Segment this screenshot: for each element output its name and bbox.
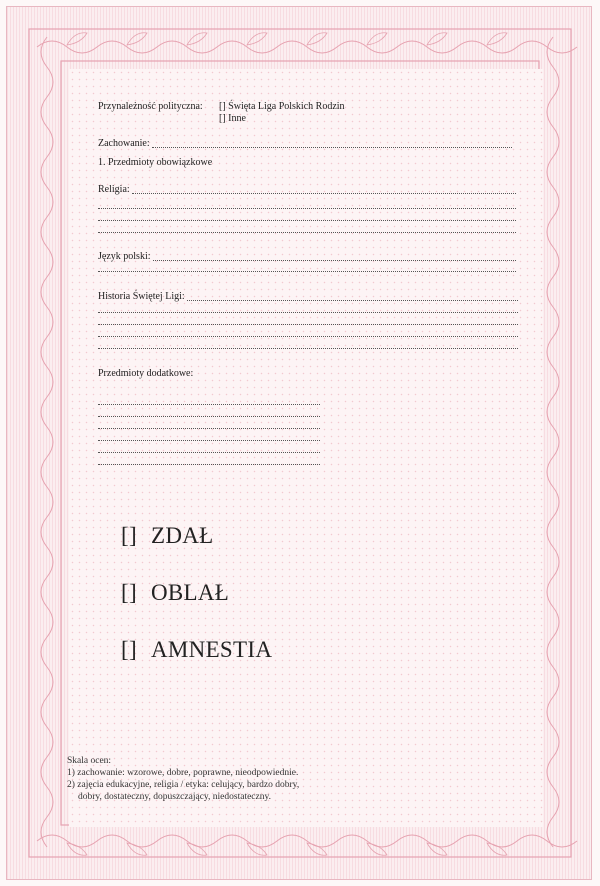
political-option-1[interactable]: [] Święta Liga Polskich Rodzin [219,101,345,112]
vine-right [547,37,559,847]
religion-row [98,184,516,196]
extra-subjects-title: Przedmioty dodatkowe: [98,368,194,379]
religion-field[interactable] [132,193,516,194]
verdict-amnesty[interactable] [121,637,272,663]
polish-field[interactable] [153,260,517,261]
section-mandatory-title: 1. Przedmioty obowiązkowe [98,157,213,168]
religion-line[interactable] [98,208,516,209]
extra-line[interactable] [98,416,320,417]
failed-checkbox[interactable]: [] [121,580,137,605]
religion-line[interactable] [98,220,516,221]
extra-line[interactable] [98,404,320,405]
religion-label: Religia: [98,184,130,195]
extra-line[interactable] [98,452,320,453]
extra-line[interactable] [98,428,320,429]
history-line[interactable] [98,336,518,337]
polish-label: Język polski: [98,251,151,262]
polish-line[interactable] [98,271,516,272]
history-row [98,291,518,303]
amnesty-checkbox[interactable]: [] [121,637,137,662]
extra-line[interactable] [98,440,320,441]
political-option-2[interactable]: [] Inne [219,113,246,124]
conduct-field[interactable] [152,147,512,148]
history-line[interactable] [98,324,518,325]
scale-title: Skala ocen: [67,756,112,766]
political-label: Przynależność polityczna: [98,101,203,112]
religion-line[interactable] [98,232,516,233]
verdict-passed[interactable] [121,523,214,549]
failed-label: OBLAŁ [151,580,230,605]
conduct-row [98,138,512,150]
vine-left [41,37,53,847]
verdict-failed[interactable] [121,580,229,606]
amnesty-label: AMNESTIA [151,637,273,662]
history-label: Historia Świętej Ligi: [98,291,185,302]
scale-line-2: 2) zajęcia edukacyjne, religia / etyka: celujący, bardzo dobry, [67,780,300,790]
conduct-label: Zachowanie: [98,138,150,149]
polish-row [98,251,516,263]
history-line[interactable] [98,348,518,349]
scale-line-3: dobry, dostateczny, dopuszczający, niedostateczny. [78,792,271,802]
history-line[interactable] [98,312,518,313]
passed-label: ZDAŁ [151,523,214,548]
extra-line[interactable] [98,464,320,465]
form-area [69,69,543,827]
passed-checkbox[interactable]: [] [121,523,137,548]
certificate-sheet [6,6,592,880]
history-field[interactable] [187,300,518,301]
scale-line-1: 1) zachowanie: wzorowe, dobre, poprawne, nieodpowiednie. [67,768,299,778]
